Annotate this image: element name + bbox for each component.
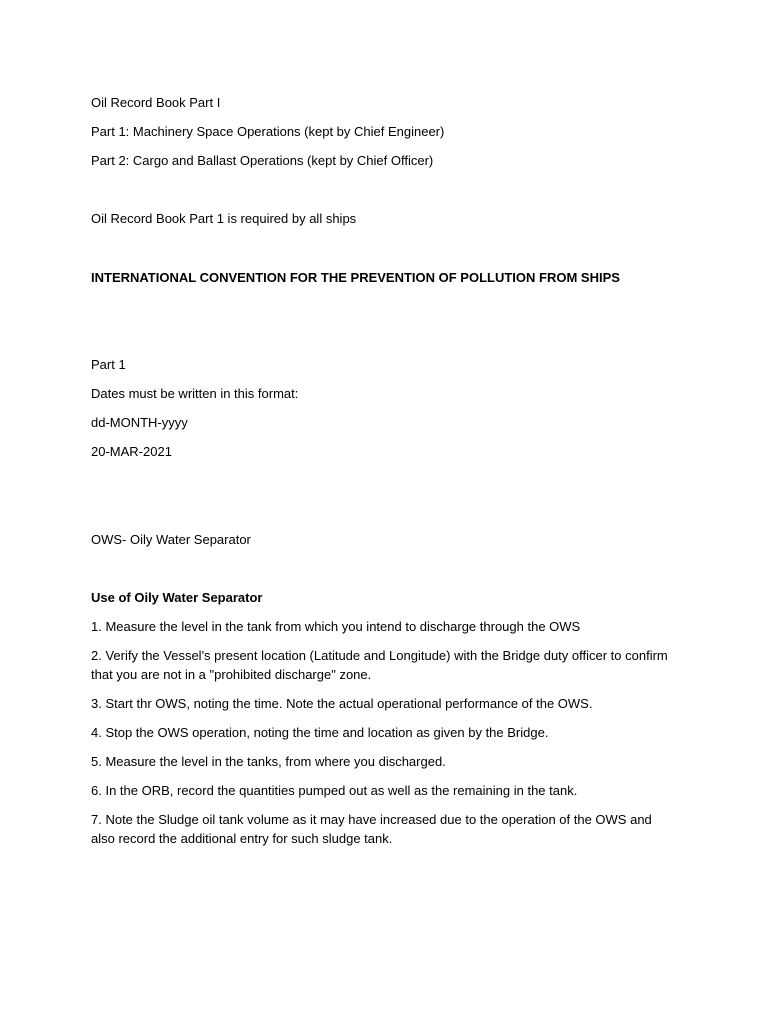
ows-step: 3. Start thr OWS, noting the time. Note the actual operational performance of the OWS. — [91, 696, 593, 711]
part1-description: Part 1: Machinery Space Operations (kept by Chief Engineer) — [91, 124, 445, 139]
date-example: 20-MAR-2021 — [91, 444, 172, 459]
ows-section-title: Use of Oily Water Separator — [91, 590, 263, 605]
ows-definition: OWS- Oily Water Separator — [91, 532, 251, 547]
part2-description: Part 2: Cargo and Ballast Operations (kept by Chief Officer) — [91, 153, 434, 168]
ows-step: 4. Stop the OWS operation, noting the time and location as given by the Bridge. — [91, 725, 549, 740]
ows-step: 2. Verify the Vessel's present location (Latitude and Longitude) with the Bridge duty officer to confirm that you are not in a "prohibited discharge" zone. — [91, 648, 668, 682]
ows-step: 5. Measure the level in the tanks, from where you discharged. — [91, 754, 446, 769]
convention-title: INTERNATIONAL CONVENTION FOR THE PREVENTION OF POLLUTION FROM SHIPS — [91, 270, 620, 285]
date-instruction: Dates must be written in this format: — [91, 386, 299, 401]
date-format: dd-MONTH-yyyy — [91, 415, 188, 430]
part-label: Part 1 — [91, 357, 126, 372]
requirement-text: Oil Record Book Part 1 is required by all ships — [91, 211, 357, 226]
document-heading: Oil Record Book Part I — [91, 95, 221, 110]
ows-step: 6. In the ORB, record the quantities pumped out as well as the remaining in the tank. — [91, 783, 578, 798]
ows-step: 1. Measure the level in the tank from which you intend to discharge through the OWS — [91, 619, 581, 634]
ows-step: 7. Note the Sludge oil tank volume as it may have increased due to the operation of the OWS and also record the additional entry for such sludge tank. — [91, 812, 652, 846]
